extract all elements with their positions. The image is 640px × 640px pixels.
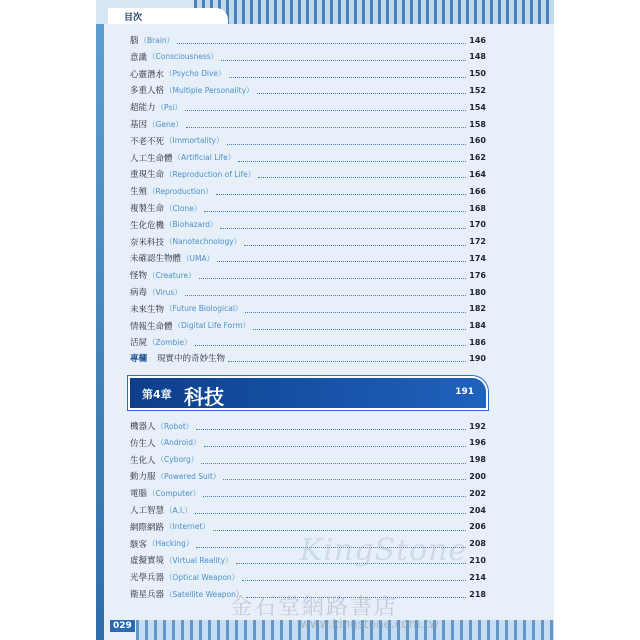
entry-english: （Optical Weapon） bbox=[165, 572, 240, 582]
leader-dots bbox=[221, 59, 466, 61]
entry-title: 衛星兵器 bbox=[130, 590, 165, 600]
entry-title: 怪物 bbox=[130, 271, 148, 282]
watermark-brand: KingStone bbox=[300, 533, 468, 568]
chapter-page: 191 bbox=[455, 387, 474, 397]
leader-dots bbox=[201, 462, 466, 464]
leader-dots bbox=[186, 126, 466, 128]
special-title: 現實中的奇妙生物 bbox=[157, 354, 226, 364]
toc-entry[interactable] bbox=[130, 83, 486, 97]
leader-dots bbox=[257, 92, 467, 94]
entry-english: （Future Biological） bbox=[165, 304, 243, 314]
entry-english: （Android） bbox=[156, 438, 201, 448]
entry-page: 154 bbox=[469, 102, 486, 112]
leader-dots bbox=[242, 579, 466, 581]
toc-entry[interactable] bbox=[130, 453, 486, 467]
entry-title: 電腦 bbox=[130, 489, 148, 500]
entry-title: 駭客 bbox=[130, 539, 148, 550]
entry-title: 機器人 bbox=[130, 422, 156, 432]
entry-english: （Creature） bbox=[148, 270, 196, 280]
entry-title: 活屍 bbox=[130, 338, 148, 349]
toc-special-row[interactable] bbox=[130, 351, 486, 365]
toc-entry[interactable] bbox=[130, 251, 486, 265]
toc-entry[interactable] bbox=[130, 151, 486, 165]
leader-dots bbox=[177, 42, 466, 44]
entry-english: （UMA） bbox=[182, 253, 215, 263]
entry-page: 182 bbox=[469, 304, 486, 314]
leader-dots bbox=[204, 210, 466, 212]
entry-english: （Nanotechnology） bbox=[165, 237, 242, 247]
entry-english: （Biohazard） bbox=[165, 220, 218, 230]
header-stripes bbox=[194, 0, 554, 24]
entry-english: （Reproduction） bbox=[148, 186, 213, 196]
entry-page: 160 bbox=[469, 136, 486, 146]
entry-page: 148 bbox=[469, 52, 486, 62]
entry-title: 虛擬實境 bbox=[130, 556, 165, 567]
leader-dots bbox=[185, 109, 466, 111]
leader-dots bbox=[253, 328, 466, 330]
entry-title: 光學兵器 bbox=[130, 573, 165, 584]
entry-title: 心靈潛水 bbox=[130, 69, 165, 80]
entry-page: 162 bbox=[469, 153, 486, 163]
entry-page: 208 bbox=[469, 539, 486, 549]
entry-page: 168 bbox=[469, 203, 486, 213]
page-number: 029 bbox=[110, 620, 135, 632]
special-label: 專欄 bbox=[130, 354, 148, 364]
entry-title: 人工智慧 bbox=[130, 506, 165, 516]
entry-page: 166 bbox=[469, 186, 486, 196]
entry-title: 不老不死 bbox=[130, 136, 165, 147]
toc-entry[interactable] bbox=[130, 503, 486, 517]
leader-dots bbox=[195, 344, 467, 346]
entry-english: （Computer） bbox=[148, 488, 201, 498]
entry-english: （Immortality） bbox=[165, 136, 224, 146]
toc-entry[interactable] bbox=[130, 319, 486, 333]
entry-title: 未來生物 bbox=[130, 304, 165, 315]
entry-page: 218 bbox=[469, 589, 486, 599]
entry-page: 186 bbox=[469, 337, 486, 347]
entry-english: （Artificial Life） bbox=[173, 153, 236, 163]
entry-page: 152 bbox=[469, 85, 486, 95]
entry-page: 172 bbox=[469, 237, 486, 247]
entry-title: 生化危機 bbox=[130, 220, 165, 231]
leader-dots bbox=[244, 244, 466, 246]
entry-english: （Hacking） bbox=[148, 539, 194, 549]
leader-dots bbox=[229, 76, 467, 78]
leader-dots bbox=[220, 227, 466, 229]
leader-dots bbox=[185, 294, 466, 296]
entry-english: （Consciousness） bbox=[148, 52, 219, 62]
entry-english: （Virtual Reality） bbox=[165, 555, 233, 565]
entry-title: 腦 bbox=[130, 36, 139, 46]
entry-english: （Clone） bbox=[165, 203, 202, 213]
toc-entry[interactable] bbox=[130, 520, 486, 534]
entry-english: （Internet） bbox=[165, 522, 210, 532]
toc-entry[interactable] bbox=[130, 268, 486, 282]
leader-dots bbox=[196, 428, 466, 430]
entry-title: 超能力 bbox=[130, 103, 156, 114]
toc-entry[interactable] bbox=[130, 33, 486, 47]
leader-dots bbox=[245, 311, 466, 313]
entry-title: 人工生命體 bbox=[130, 153, 173, 164]
leader-dots bbox=[204, 445, 467, 447]
toc-entry[interactable] bbox=[130, 285, 486, 299]
entry-title: 生化人 bbox=[130, 455, 156, 466]
entry-page: 150 bbox=[469, 69, 486, 79]
toc-entry[interactable] bbox=[130, 50, 486, 64]
entry-title: 生殖 bbox=[130, 187, 148, 198]
toc-entry[interactable] bbox=[130, 218, 486, 232]
entry-title: 意識 bbox=[130, 52, 148, 63]
entry-page: 206 bbox=[469, 522, 486, 532]
toc-entry[interactable] bbox=[130, 302, 486, 316]
entry-title: 重現生命 bbox=[130, 170, 165, 181]
entry-english: （A.I.） bbox=[165, 505, 192, 515]
entry-english: （Multiple Personality） bbox=[165, 85, 254, 95]
toc-entry[interactable] bbox=[130, 117, 486, 131]
toc-entry[interactable] bbox=[130, 201, 486, 215]
entry-page: 200 bbox=[469, 471, 486, 481]
leader-dots bbox=[217, 260, 466, 262]
toc-entry[interactable] bbox=[130, 235, 486, 249]
leader-dots bbox=[238, 160, 466, 162]
entry-title: 未確認生物體 bbox=[130, 254, 182, 265]
entry-english: （Psycho Dive） bbox=[165, 69, 226, 79]
entry-page: 210 bbox=[469, 555, 486, 565]
entry-title: 多重人格 bbox=[130, 86, 165, 97]
leader-dots bbox=[199, 277, 467, 279]
special-page: 190 bbox=[469, 353, 486, 363]
entry-english: （Brain） bbox=[139, 35, 175, 45]
left-accent-stripe bbox=[96, 0, 104, 640]
toc-entry[interactable] bbox=[130, 570, 486, 584]
toc-entry[interactable] bbox=[130, 184, 486, 198]
entry-page: 170 bbox=[469, 220, 486, 230]
entry-page: 164 bbox=[469, 169, 486, 179]
entry-page: 176 bbox=[469, 270, 486, 280]
entry-english: （Psi） bbox=[156, 102, 182, 112]
entry-title: 動力服 bbox=[130, 472, 156, 483]
entry-title: 情報生命體 bbox=[130, 321, 173, 332]
leader-dots bbox=[228, 360, 466, 362]
entry-title: 複製生命 bbox=[130, 204, 165, 214]
entry-english: （Gene） bbox=[148, 119, 183, 129]
entry-title: 網際網路 bbox=[130, 522, 165, 533]
leader-dots bbox=[203, 495, 466, 497]
entry-page: 184 bbox=[469, 321, 486, 331]
toc-entry[interactable] bbox=[130, 100, 486, 114]
leader-dots bbox=[195, 512, 466, 514]
entry-title: 奈米科技 bbox=[130, 237, 165, 248]
entry-page: 180 bbox=[469, 287, 486, 297]
leader-dots bbox=[216, 193, 467, 195]
toc-entry[interactable] bbox=[130, 486, 486, 500]
entry-page: 146 bbox=[469, 35, 486, 45]
chapter-label: 第4章 bbox=[142, 388, 172, 401]
entry-page: 204 bbox=[469, 505, 486, 515]
entry-page: 214 bbox=[469, 572, 486, 582]
entry-english: （Robot） bbox=[156, 421, 194, 431]
entry-page: 198 bbox=[469, 455, 486, 465]
entry-english: （Satellite Weapon） bbox=[165, 589, 244, 599]
entry-english: （Virus） bbox=[148, 287, 182, 297]
toc-entry[interactable] bbox=[130, 67, 486, 81]
watermark-url: www.kingstone.com.tw bbox=[300, 617, 439, 631]
leader-dots bbox=[223, 478, 466, 480]
entry-page: 192 bbox=[469, 421, 486, 431]
entry-page: 196 bbox=[469, 438, 486, 448]
watermark-store: 金石堂網路書店 bbox=[230, 595, 399, 620]
toc-entry[interactable] bbox=[130, 419, 486, 433]
entry-english: （Digital Life Form） bbox=[173, 321, 251, 331]
toc-entry[interactable] bbox=[130, 469, 486, 483]
entry-title: 仿生人 bbox=[130, 438, 156, 449]
entry-page: 158 bbox=[469, 119, 486, 129]
entry-page: 174 bbox=[469, 253, 486, 263]
toc-entry[interactable] bbox=[130, 134, 486, 148]
leader-dots bbox=[227, 143, 467, 145]
entry-english: （Reproduction of Life） bbox=[165, 169, 256, 179]
entry-page: 202 bbox=[469, 488, 486, 498]
entry-english: （Powered Suit） bbox=[156, 471, 221, 481]
toc-entry[interactable] bbox=[130, 335, 486, 349]
toc-entry[interactable] bbox=[130, 167, 486, 181]
chapter-banner[interactable] bbox=[130, 378, 486, 408]
chapter-title: 科技 bbox=[184, 385, 224, 409]
entry-english: （Cyborg） bbox=[156, 455, 199, 465]
leader-dots bbox=[258, 176, 466, 178]
entry-title: 病毒 bbox=[130, 288, 148, 298]
entry-title: 基因 bbox=[130, 120, 148, 130]
toc-entry[interactable] bbox=[130, 436, 486, 450]
leader-dots bbox=[213, 529, 467, 531]
entry-english: （Zombie） bbox=[148, 337, 192, 347]
header-title: 目次 bbox=[124, 13, 143, 23]
